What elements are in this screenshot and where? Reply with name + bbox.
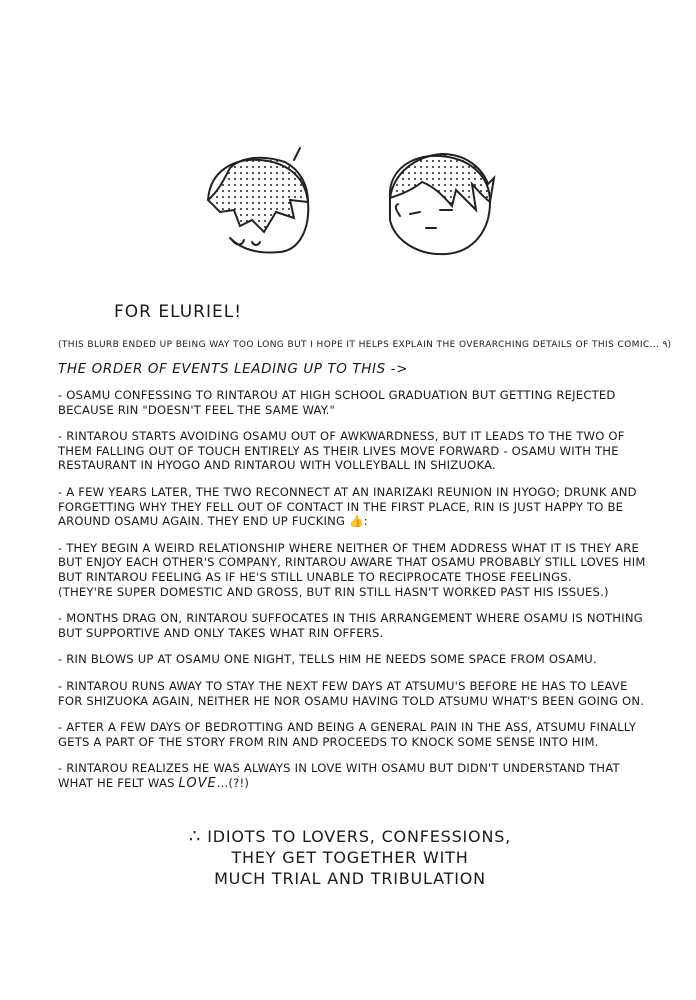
event-text-before: - RINTAROU REALIZES HE WAS ALWAYS IN LOVE WITH OSAMU BUT DIDN'T UNDERSTAND THAT WHAT HE FELT WAS: [58, 761, 620, 790]
event-item: - RIN BLOWS UP AT OSAMU ONE NIGHT, TELLS HIM HE NEEDS SOME SPACE FROM OSAMU.: [58, 652, 597, 667]
event-item: - MONTHS DRAG ON, RINTAROU SUFFOCATES IN THIS ARRANGEMENT WHERE OSAMU IS NOTHING BUT SUPPORTIVE AND ONLY TAKES WHAT RIN OFFERS.: [58, 611, 643, 640]
event-item: - THEY BEGIN A WEIRD RELATIONSHIP WHERE NEITHER OF THEM ADDRESS WHAT IT IS THEY ARE BUT ENJOY EACH OTHER'S COMPANY, RINTAROU AWARE THAT OSAMU PROBABLY STILL LOVES HIM BUT RINTAROU FEELING AS IF HE'S STILL UNABLE TO RECIPROCATE THOSE FEELINGS. (THEY'RE SUPER DOMESTIC AND GROSS, BUT RIN STILL HASN'T WORKED PAST HIS ISSUES.): [58, 540, 646, 599]
right-chibi-head: [390, 154, 494, 254]
event-item: - A FEW YEARS LATER, THE TWO RECONNECT AT AN INARIZAKI REUNION IN HYOGO; DRUNK AND FORGETTING WHY THEY FELL OUT OF CONTACT IN THE FIRST PLACE, RIN IS JUST HAPPY TO BE AROUND OSAMU AGAIN. THEY END UP FUCKING 👍:: [58, 484, 637, 529]
chibi-heads-icon: [190, 140, 510, 270]
event-item-last: [58, 761, 648, 791]
event-item: - RINTAROU STARTS AVOIDING OSAMU OUT OF AWKWARDNESS, BUT IT LEADS TO THE TWO OF THEM FALLING OUT OF TOUCH ENTIRELY AS THEIR LIVES MOVE FORWARD - OSAMU WITH THE RESTAURANT IN HYOGO AND RINTAROU WITH VOLLEYBALL IN SHIZUOKA.: [58, 429, 625, 473]
closing-line: THEY GET TOGETHER WITH: [231, 848, 469, 867]
event-emphasis: LOVE: [178, 775, 217, 791]
events-heading: THE ORDER OF EVENTS LEADING UP TO THIS ->: [58, 361, 409, 377]
closing-line: MUCH TRIAL AND TRIBULATION: [214, 869, 486, 888]
closing-summary: [160, 826, 540, 889]
event-item: - OSAMU CONFESSING TO RINTAROU AT HIGH SCHOOL GRADUATION BUT GETTING REJECTED BECAUSE RIN "DOESN'T FEEL THE SAME WAY.": [58, 388, 616, 417]
chibi-heads-illustration: [190, 140, 510, 270]
events-list: [58, 388, 648, 803]
closing-line: ∴ IDIOTS TO LOVERS, CONFESSIONS,: [188, 826, 512, 847]
event-item: - RINTAROU RUNS AWAY TO STAY THE NEXT FEW DAYS AT ATSUMU'S BEFORE HE HAS TO LEAVE FOR SHIZUOKA AGAIN, NEITHER HE NOR OSAMU HAVING TOLD ATSUMU WHAT'S BEEN GOING ON.: [58, 678, 645, 708]
event-text-after: ...(?!): [216, 775, 250, 790]
left-chibi-head: [208, 148, 308, 252]
dedication-title: FOR ELURIEL!: [114, 302, 243, 322]
therefore-symbol: ∴: [188, 826, 202, 847]
blurb-note: (THIS BLURB ENDED UP BEING WAY TOO LONG BUT I HOPE IT HELPS EXPLAIN THE OVERARCHING DETAILS OF THIS COMIC... ٩): [58, 340, 672, 350]
event-item: - AFTER A FEW DAYS OF BEDROTTING AND BEING A GENERAL PAIN IN THE ASS, ATSUMU FINALLY GETS A PART OF THE STORY FROM RIN AND PROCEEDS TO KNOCK SOME SENSE INTO HIM.: [58, 720, 637, 749]
